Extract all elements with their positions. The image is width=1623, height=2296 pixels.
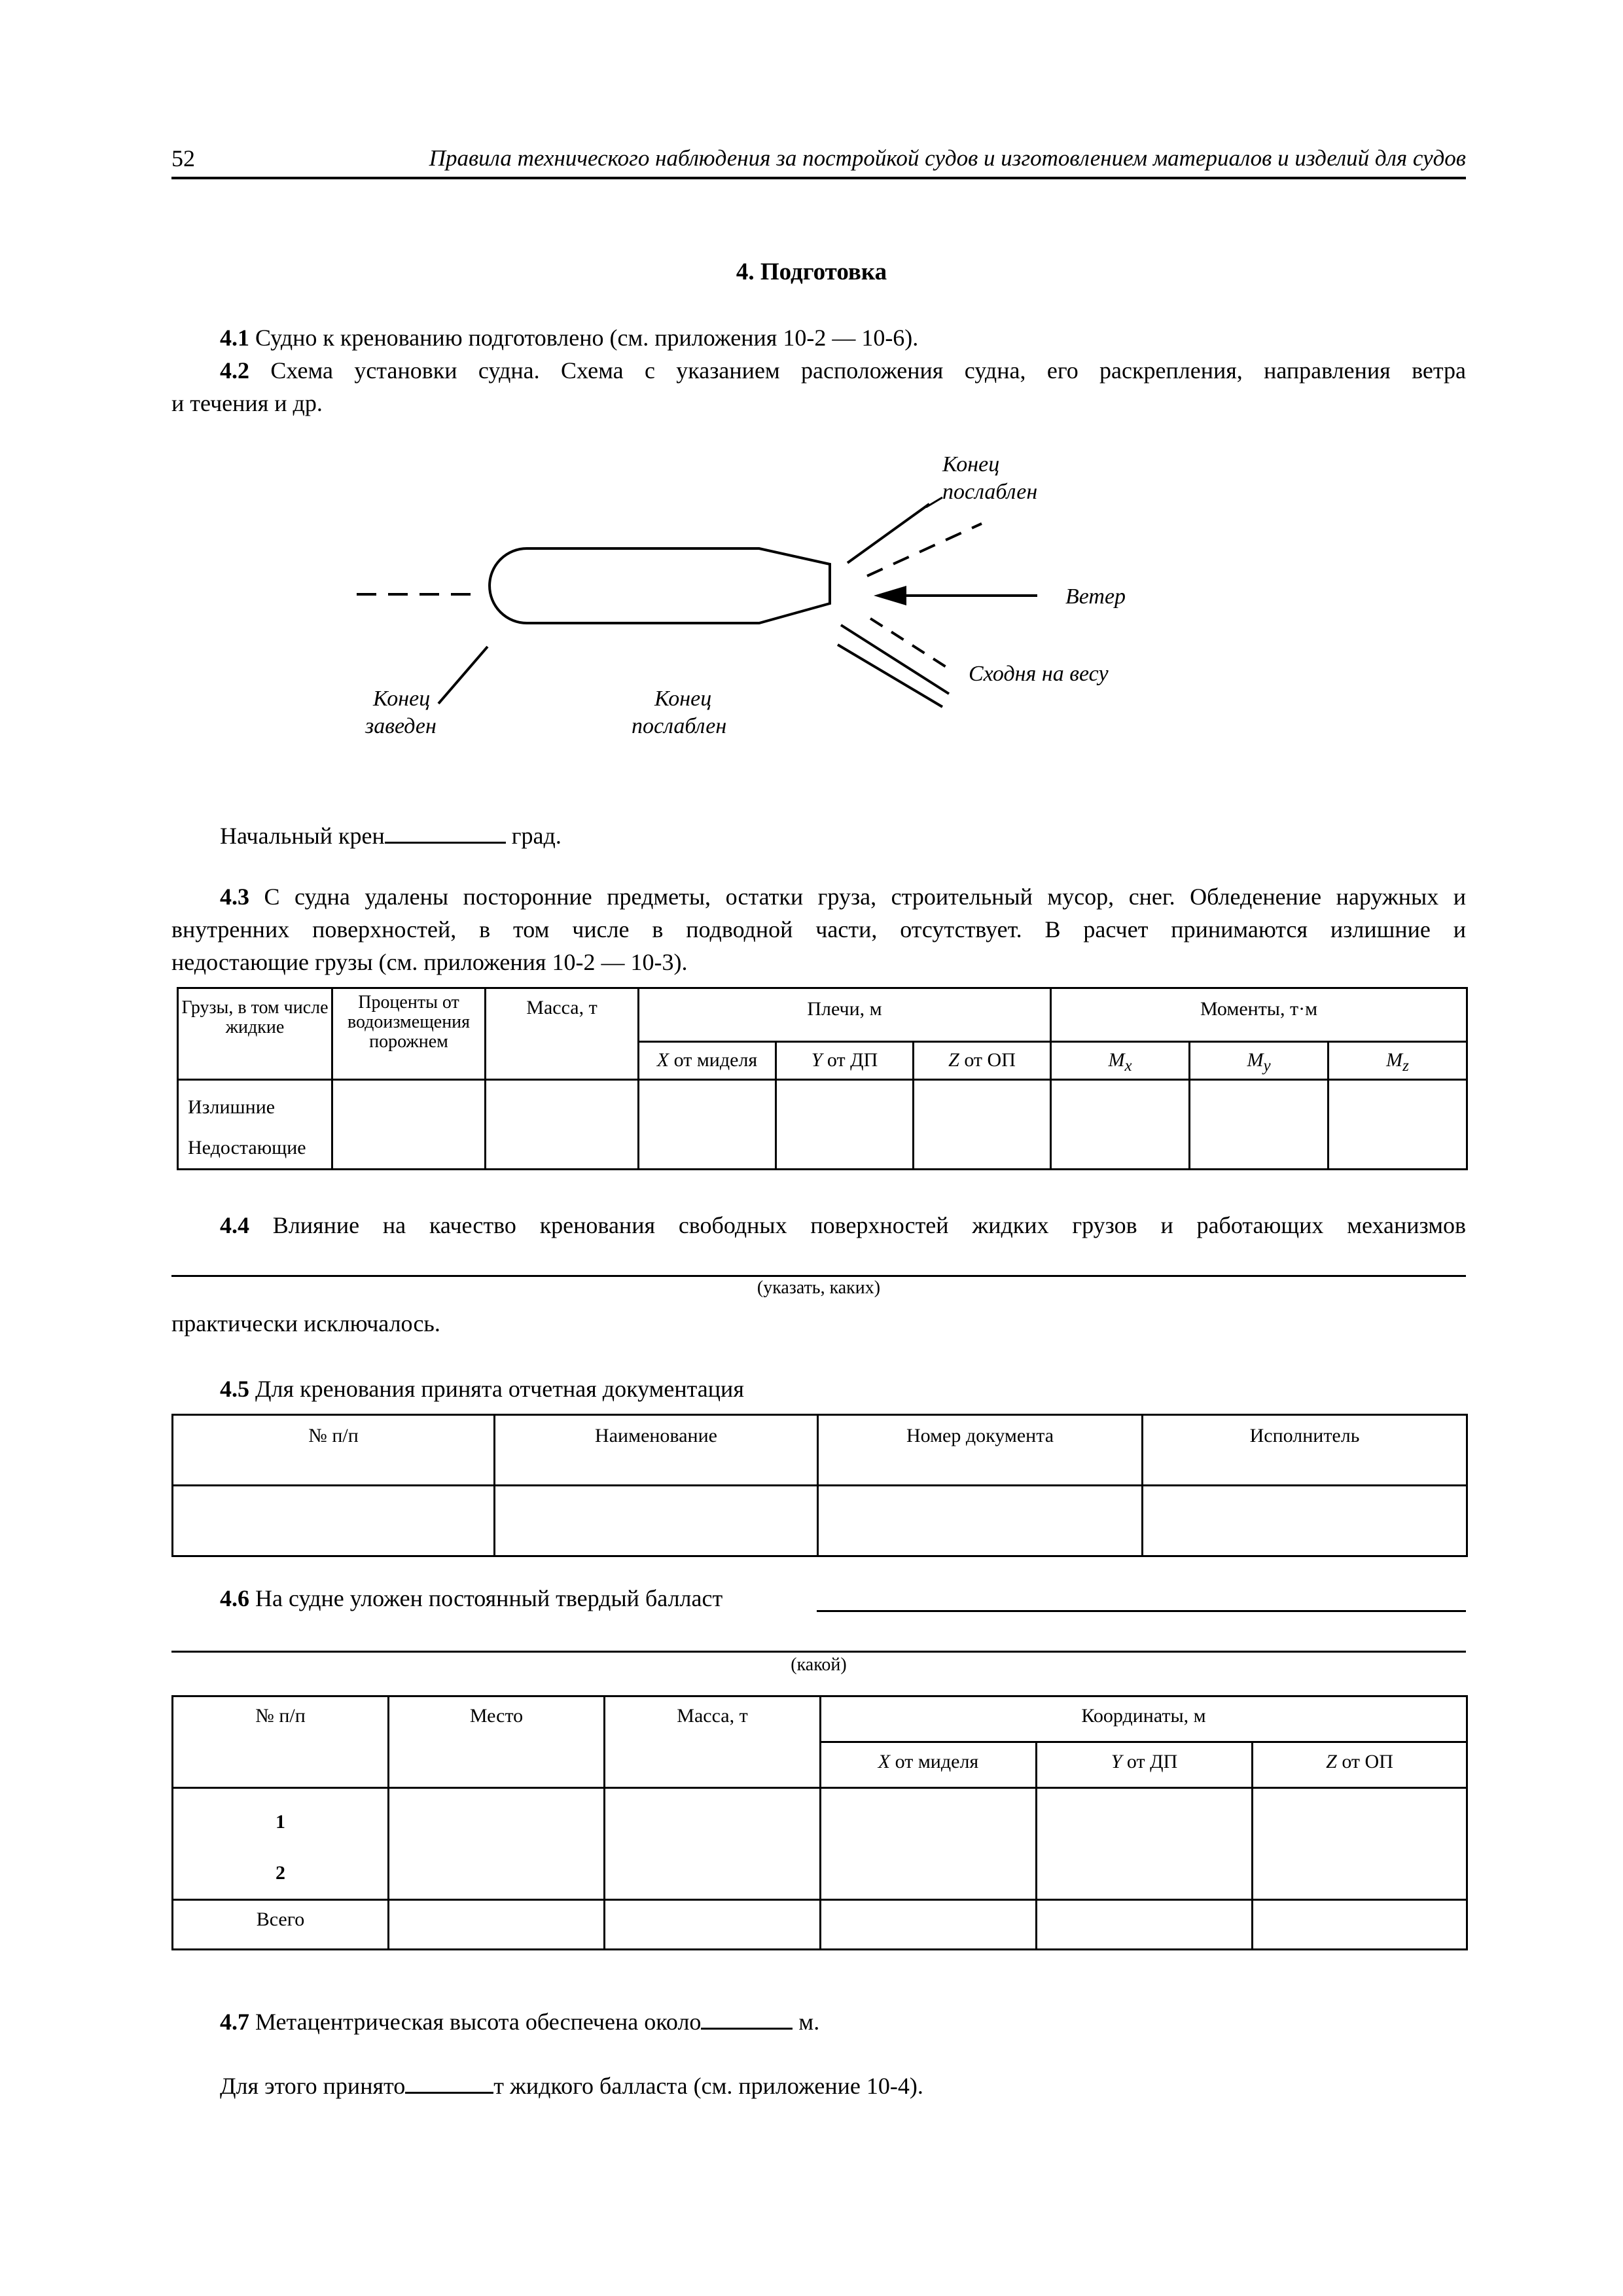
p44-tail: практически исключалось.: [171, 1310, 440, 1336]
th-y-centerline: Y от ДП: [776, 1042, 914, 1080]
p46-fill-line-2[interactable]: [171, 1651, 1466, 1653]
gangway-line-b: [838, 645, 942, 707]
cell[interactable]: [1143, 1486, 1467, 1556]
p45-text: Для кренования принята отчетная документация: [249, 1376, 744, 1402]
th-cargo: Грузы, в том числе жидкие: [178, 988, 332, 1080]
th-no: № п/п: [173, 1696, 389, 1788]
p46-fill-line-1[interactable]: [817, 1610, 1466, 1612]
th-no: № п/п: [173, 1415, 495, 1486]
p41-number: 4.1: [220, 325, 249, 351]
th-executor: Исполнитель: [1143, 1415, 1467, 1486]
p47-unit: м.: [793, 2009, 820, 2035]
p43-text-1: С судна удалены посторонние предметы, остатки груза, строительный мусор, снег. Обледенение наружных и: [249, 884, 1466, 910]
label-gangway: Сходня на весу: [969, 662, 1109, 686]
section-title: 4. Подготовка: [736, 259, 887, 285]
th-mz: $M_z$: [1329, 1042, 1467, 1080]
th-y-centerline: Y от ДП: [1037, 1742, 1253, 1788]
label-left-1: Конец: [373, 687, 431, 711]
cell[interactable]: [605, 1900, 821, 1950]
th-percent: Проценты от водоизмещения порожнем: [332, 988, 486, 1080]
cell[interactable]: [1253, 1900, 1467, 1950]
th-docnum: Номер документа: [818, 1415, 1143, 1486]
p44-number: 4.4: [220, 1212, 249, 1238]
ballast-pre: Для этого принято: [220, 2073, 406, 2099]
th-mass: Масса, т: [486, 988, 639, 1080]
cell[interactable]: [821, 1788, 1037, 1900]
table-4-5: [171, 1414, 1468, 1557]
th-mass: Масса, т: [605, 1696, 821, 1788]
paragraph-4-7: [220, 2003, 819, 2037]
bow-line-lower-slack: [870, 619, 952, 671]
cell[interactable]: [1051, 1080, 1190, 1170]
cell[interactable]: [389, 1788, 605, 1900]
th-x-midship: X от миделя: [639, 1042, 776, 1080]
paragraph-4-3-line2: внутренних поверхностей, в том числе в подводной части, отсутствует. В расчет принимаются излишние и: [171, 916, 1466, 942]
p47-text: Метацентрическая высота обеспечена около: [249, 2009, 702, 2035]
cell[interactable]: [1190, 1080, 1329, 1170]
gm-blank[interactable]: [701, 2003, 793, 2030]
initial-heel-unit: град.: [505, 823, 562, 849]
cell[interactable]: [776, 1080, 914, 1170]
initial-heel: [220, 817, 562, 852]
row-2: 2: [276, 1862, 285, 1884]
p43-number: 4.3: [220, 884, 249, 910]
label-mid-2: послаблен: [632, 714, 727, 738]
row-missing: Недостающие: [188, 1137, 306, 1158]
p46-caption: (какой): [791, 1655, 847, 1675]
cell[interactable]: [1037, 1900, 1253, 1950]
cell[interactable]: [639, 1080, 776, 1170]
row-labels: [178, 1080, 332, 1170]
running-title: Правила технического наблюдения за постройкой судов и изготовлением материалов и изделий для судов: [429, 145, 1466, 171]
cell[interactable]: [914, 1080, 1051, 1170]
initial-heel-label: Начальный крен: [220, 823, 385, 849]
th-mx: $M_x$: [1051, 1042, 1190, 1080]
cell[interactable]: [173, 1486, 495, 1556]
paragraph-4-3-line3: недостающие грузы (см. приложения 10-2 — 10-3).: [171, 949, 688, 975]
table-4-3: [177, 987, 1468, 1170]
wind-arrow-head: [874, 586, 906, 605]
row-total: Всего: [173, 1900, 389, 1950]
cell[interactable]: [389, 1900, 605, 1950]
cell[interactable]: [495, 1486, 818, 1556]
th-z-baseline: Z от ОП: [1253, 1742, 1467, 1788]
p44-fill-line[interactable]: [171, 1275, 1466, 1277]
row-1: 1: [276, 1811, 285, 1833]
label-wind: Ветер: [1065, 584, 1126, 609]
ballast-line: [220, 2067, 923, 2102]
bow-line-upper: [847, 504, 929, 563]
p44-text: Влияние на качество кренования свободных поверхностей жидких грузов и работающих механизмов: [249, 1212, 1466, 1238]
th-arms: Плечи, м: [639, 988, 1051, 1042]
table-4-6: [171, 1695, 1468, 1950]
th-coords: Координаты, м: [821, 1696, 1467, 1742]
paragraph-4-5: [220, 1373, 744, 1405]
cell[interactable]: [1037, 1788, 1253, 1900]
th-place: Место: [389, 1696, 605, 1788]
cell[interactable]: [1253, 1788, 1467, 1900]
mooring-diagram: [0, 0, 1623, 785]
paragraph-4-6: [220, 1583, 722, 1614]
th-name: Наименование: [495, 1415, 818, 1486]
p46-text: На судне уложен постоянный твердый балласт: [249, 1585, 723, 1611]
p42-text: Схема установки судна. Схема с указанием расположения судна, его раскрепления, направления ветра: [249, 357, 1466, 384]
paragraph-4-2-line2: и течения и др.: [171, 390, 323, 416]
paragraph-4-4: [220, 1210, 1466, 1241]
initial-heel-blank[interactable]: [385, 817, 506, 844]
label-left-2: заведен: [365, 714, 437, 738]
label-mid-1: Конец: [654, 687, 712, 711]
cell[interactable]: [486, 1080, 639, 1170]
stern-line: [438, 647, 488, 704]
ballast-blank[interactable]: [405, 2067, 493, 2094]
row-numbers: [173, 1788, 389, 1900]
p42-number: 4.2: [220, 357, 249, 384]
th-moments: Моменты, т·м: [1051, 988, 1467, 1042]
bow-line-upper-slack: [867, 524, 982, 576]
th-z-baseline: Z от ОП: [914, 1042, 1051, 1080]
cell[interactable]: [818, 1486, 1143, 1556]
row-excess: Излишние: [188, 1096, 276, 1118]
cell[interactable]: [1329, 1080, 1467, 1170]
p41-text: Судно к кренованию подготовлено (см. приложения 10-2 — 10-6).: [249, 325, 919, 351]
paragraph-4-3-line1: [220, 881, 1466, 912]
ship-hull: [490, 548, 830, 623]
p46-number: 4.6: [220, 1585, 249, 1611]
page-number: 52: [171, 145, 195, 171]
ballast-post: т жидкого балласта (см. приложение 10-4).: [493, 2073, 923, 2099]
top-label-leader: [926, 497, 942, 507]
p47-number: 4.7: [220, 2009, 249, 2035]
cell[interactable]: [821, 1900, 1037, 1950]
cell[interactable]: [605, 1788, 821, 1900]
label-top-2: послаблен: [942, 480, 1038, 504]
p45-number: 4.5: [220, 1376, 249, 1402]
th-x-midship: X от миделя: [821, 1742, 1037, 1788]
cell[interactable]: [332, 1080, 486, 1170]
label-top-1: Конец: [942, 452, 1000, 476]
p44-caption: (указать, каких): [757, 1278, 881, 1298]
th-my: $M_y$: [1190, 1042, 1329, 1080]
